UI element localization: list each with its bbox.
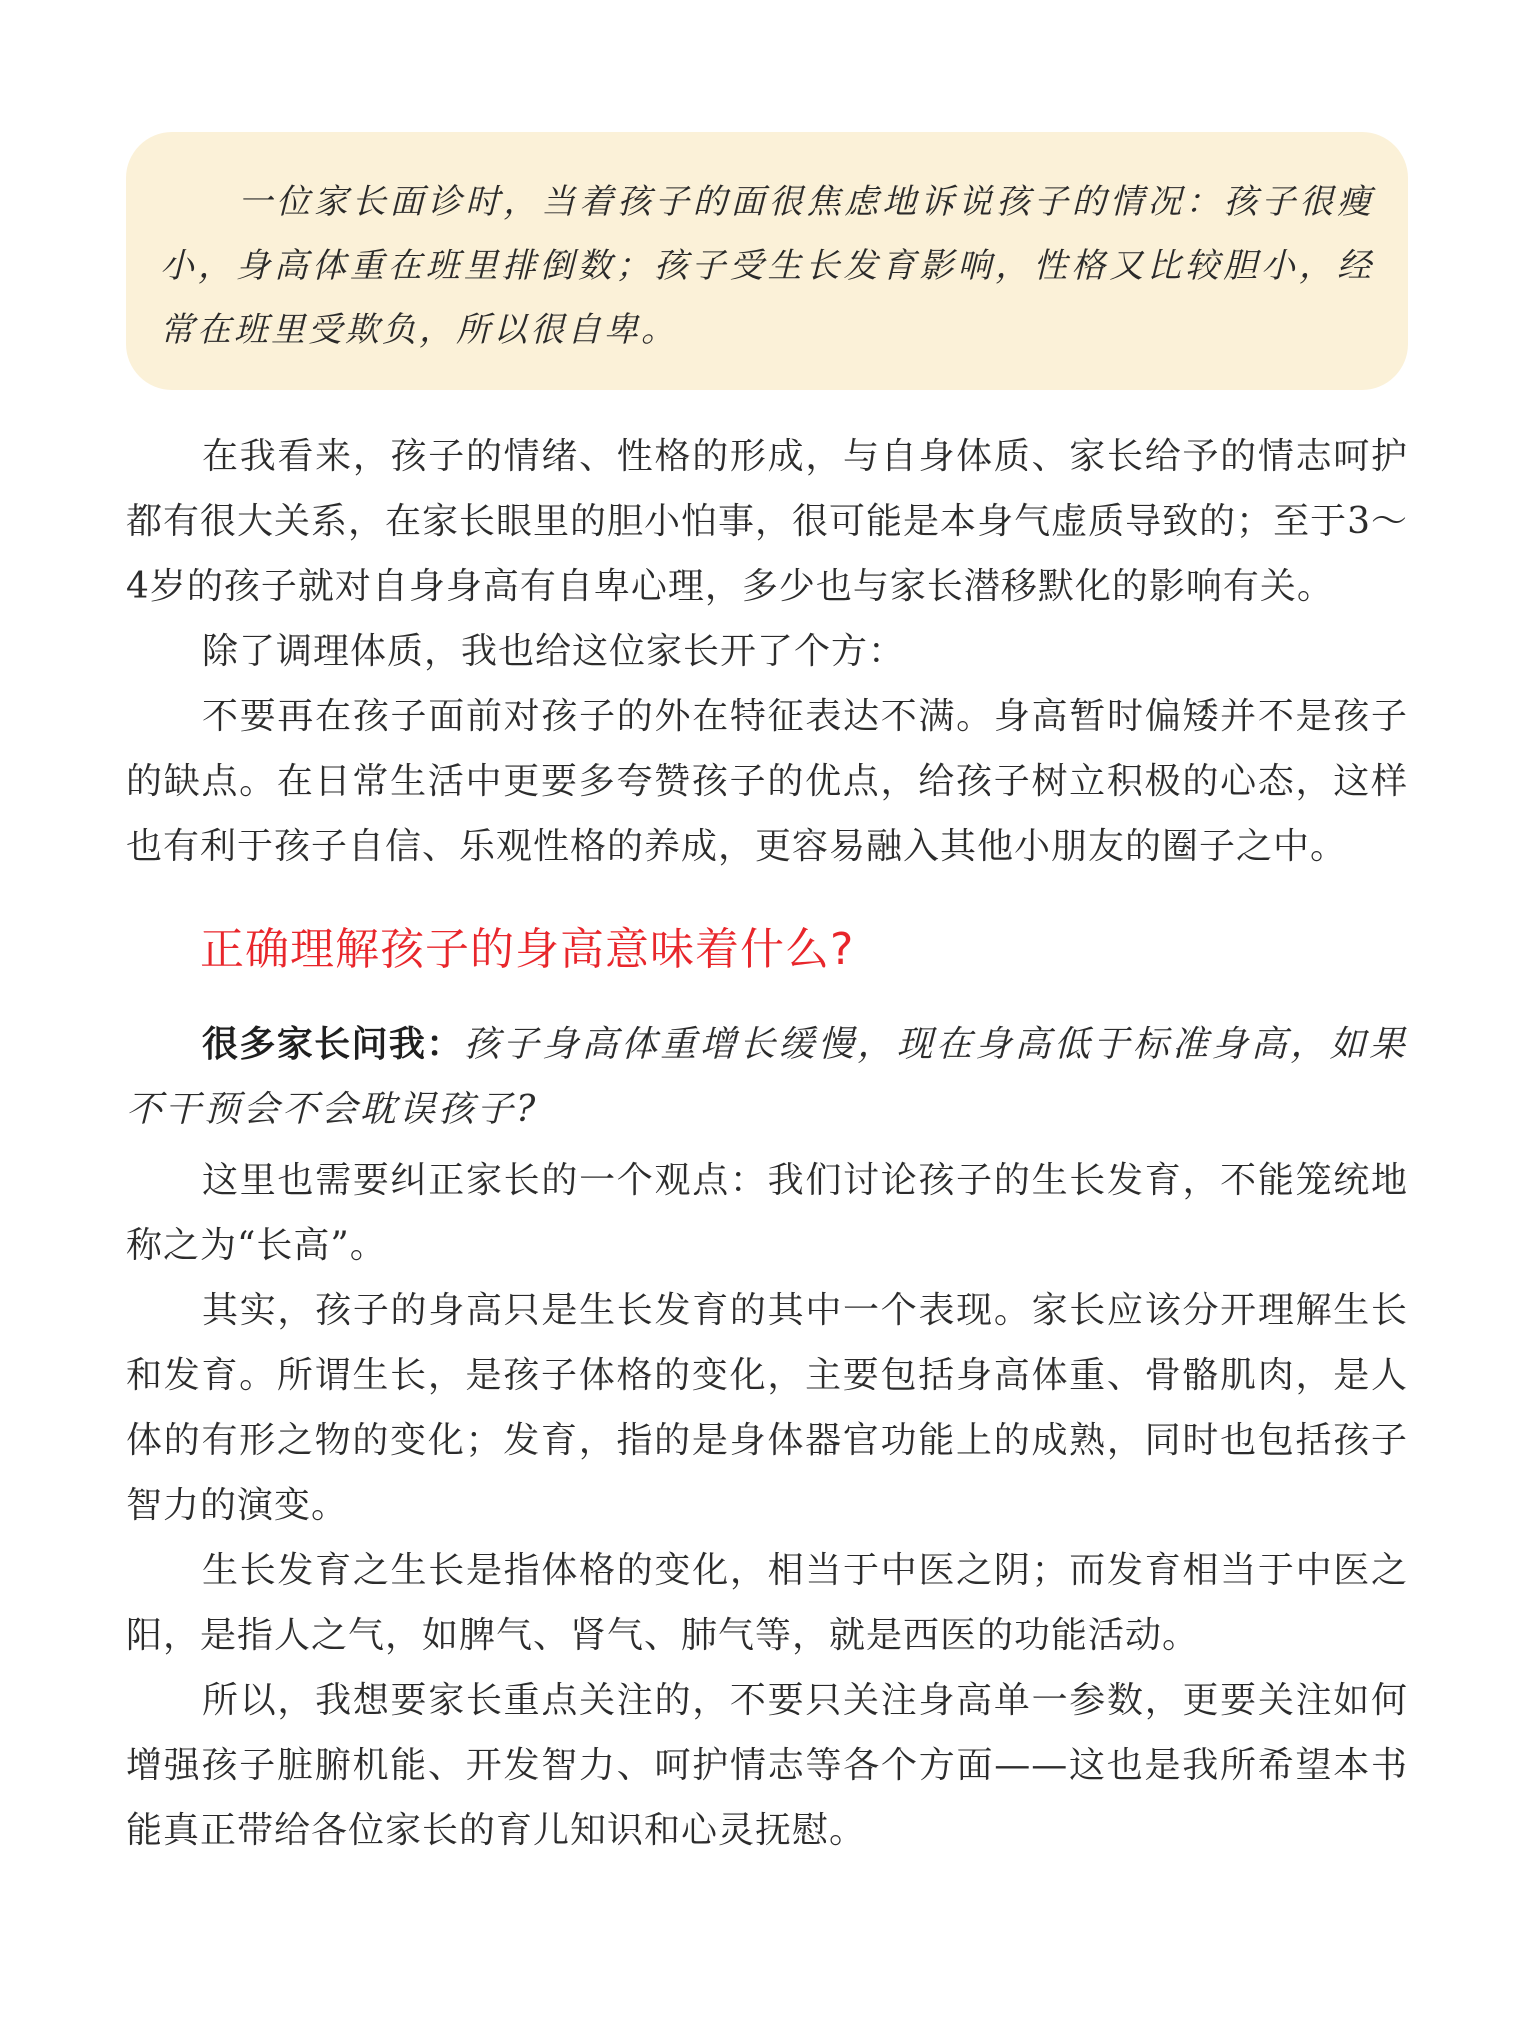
paragraph: 生长发育之生长是指体格的变化，相当于中医之阴；而发育相当于中医之阳，是指人之气，如脾气、肾气、肺气等，就是西医的功能活动。: [126, 1550, 1408, 1656]
question-text: 孩子身高体重增长缓慢，现在身高低于标准身高，如果不干预会不会耽误孩子?: [126, 1024, 1408, 1130]
paragraph: 其实，孩子的身高只是生长发育的其中一个表现。家长应该分开理解生长和发育。所谓生长，是孩子体格的变化，主要包括身高体重、骨骼肌肉，是人体的有形之物的变化；发育，指的是身体器官功能上的成熟，同时也包括孩子智力的演变。: [126, 1290, 1408, 1526]
paragraph: 在我看来，孩子的情绪、性格的形成，与自身体质、家长给予的情志呵护都有很大关系，在家长眼里的胆小怕事，很可能是本身气虚质导致的；至于3～4岁的孩子就对自身身高有自卑心理，多少也与家长潜移默化的影响有关。: [126, 436, 1408, 607]
section-intro: [126, 424, 1408, 879]
parent-question: [126, 1012, 1408, 1142]
paragraph: 除了调理体质，我也给这位家长开了个方：: [202, 631, 906, 672]
paragraph: 不要再在孩子面前对孩子的外在特征表达不满。身高暂时偏矮并不是孩子的缺点。在日常生活中更要多夸赞孩子的优点，给孩子树立积极的心态，这样也有利于孩子自信、乐观性格的养成，更容易融入其他小朋友的圈子之中。: [126, 696, 1408, 867]
section-heading: 正确理解孩子的身高意味着什么?: [200, 924, 855, 975]
case-story-text: 一位家长面诊时，当着孩子的面很焦虑地诉说孩子的情况：孩子很瘦小，身高体重在班里排倒数；孩子受生长发育影响，性格又比较胆小，经常在班里受欺负，所以很自卑。: [160, 182, 1374, 350]
question-paragraph: [126, 1012, 1408, 1142]
question-label: 很多家长问我：: [202, 1024, 464, 1065]
case-callout-box: [126, 132, 1408, 390]
section-explanation: [126, 1148, 1408, 1863]
paragraph: 所以，我想要家长重点关注的，不要只关注身高单一参数，更要关注如何增强孩子脏腑机能、开发智力、呵护情志等各个方面——这也是我所希望本书能真正带给各位家长的育儿知识和心灵抚慰。: [126, 1680, 1408, 1851]
paragraph: 这里也需要纠正家长的一个观点：我们讨论孩子的生长发育，不能笼统地称之为“长高”。: [126, 1160, 1408, 1266]
